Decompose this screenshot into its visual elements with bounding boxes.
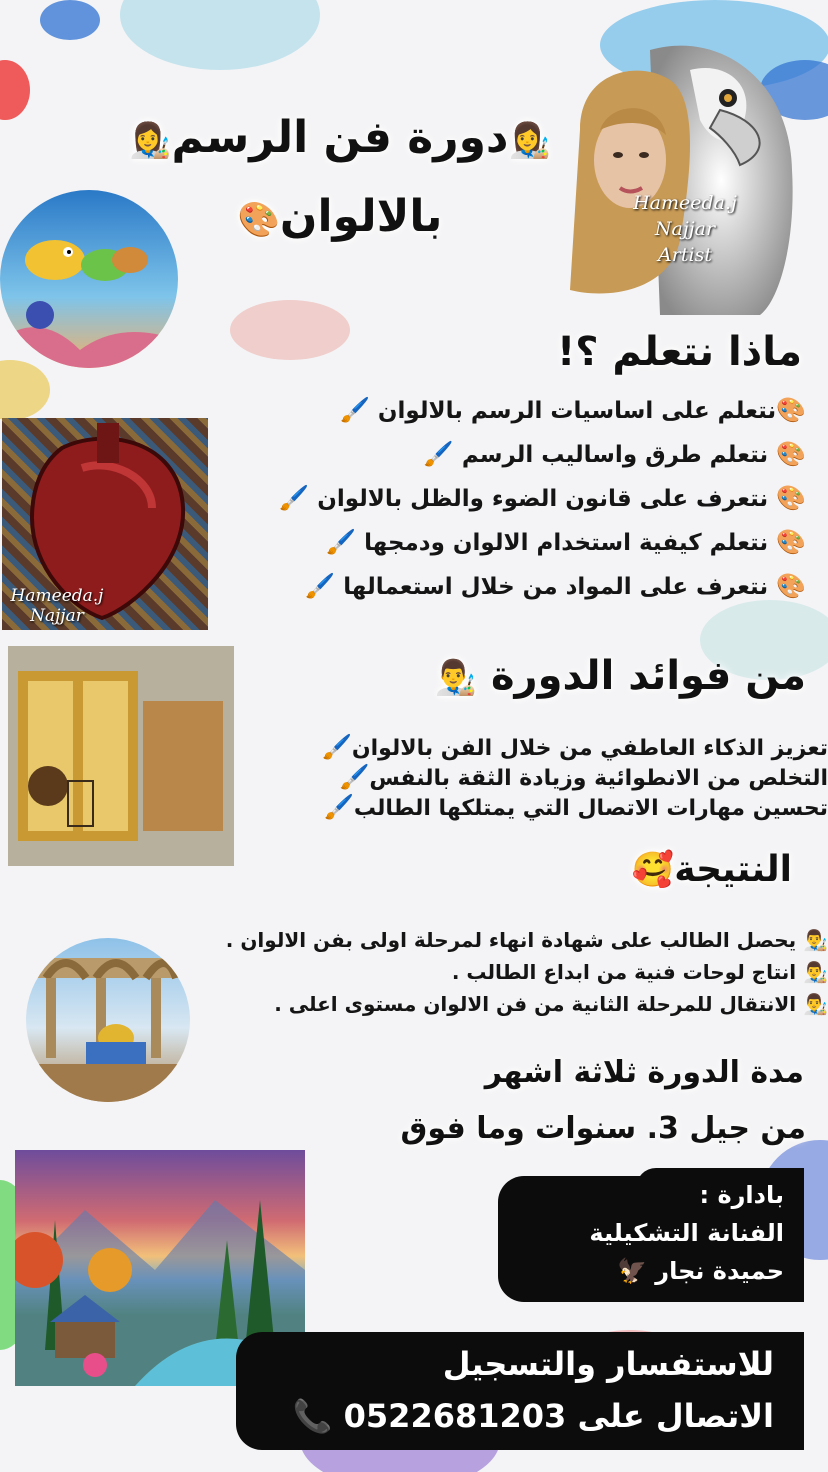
paintbrush-icon: 🖌️ [339, 763, 370, 791]
management-label: بادارة : [699, 1181, 784, 1209]
signature-line: Najjar [654, 218, 716, 240]
learn-item-text: نتعرف على قانون الضوء والظل بالالوان [317, 486, 769, 512]
result-list [200, 924, 828, 1020]
result-heading-text: النتيجة [674, 849, 792, 890]
result-item-text: يحصل الطالب على شهادة انهاء لمرحلة اولى بفن الالوان . [225, 928, 797, 952]
palette-bullet-icon: 🎨 [776, 484, 806, 512]
signature-line: Najjar [30, 606, 84, 626]
course-title [110, 108, 570, 250]
heart-painting-image [2, 418, 208, 630]
title-line1-text: دورة فن الرسم [171, 112, 509, 163]
list-item [220, 564, 806, 608]
list-item [220, 520, 806, 564]
artist-bullet-icon: 👨‍🎨 [803, 960, 828, 984]
learn-item-text: نتعرف على المواد من خلال استعمالها [343, 574, 769, 600]
list-item [200, 924, 828, 956]
list-item [200, 988, 828, 1020]
title-line2 [110, 187, 570, 250]
list-item [220, 476, 806, 520]
palette-bullet-icon: 🎨 [776, 396, 806, 424]
paintbrush-icon: 🖌️ [340, 396, 370, 424]
artist-emoji-icon: 👩‍🎨 [129, 121, 172, 161]
signature-line: Artist [658, 244, 712, 266]
benefit-item-text: التخلص من الانطوائية وزيادة الثقة بالنفس [369, 766, 828, 791]
artist-name-row [589, 1252, 784, 1290]
artist-portrait [570, 40, 802, 320]
smiling-hearts-emoji-icon: 🥰 [631, 850, 675, 890]
learn-list [220, 388, 806, 608]
benefit-item-text: تعزيز الذكاء العاطفي من خلال الفن بالالوان [351, 736, 828, 761]
benefits-heading-text: من فوائد الدورة [490, 653, 806, 699]
title-line2-text: بالالوان [279, 191, 443, 242]
benefit-item-text: تحسين مهارات الاتصال التي يمتلكها الطالب [353, 796, 828, 821]
list-item [200, 956, 828, 988]
dome-painting-image [26, 938, 190, 1102]
artist-emoji-icon: 👩‍🎨 [508, 121, 551, 161]
benefits-heading [360, 646, 806, 708]
list-item [250, 732, 828, 762]
paintbrush-icon: 🖌️ [323, 793, 354, 821]
paintbrush-icon: 🖌️ [423, 440, 454, 468]
age-requirement: من جيل 3. سنوات وما فوق [400, 1111, 806, 1146]
eagle-emoji-icon: 🦅 [617, 1257, 647, 1285]
signature-line: Hameeda.j [10, 586, 104, 606]
artist-bullet-icon: 👨‍🎨 [803, 928, 828, 952]
paintbrush-icon: 🖌️ [305, 572, 336, 600]
heart-painting-signature [2, 586, 112, 626]
contact-heading: للاستفسار والتسجيل [442, 1345, 774, 1383]
phone-number[interactable]: الاتصال على 0522681203 [343, 1397, 774, 1435]
result-item-text: الانتقال للمرحلة الثانية من فن الالوان مستوى اعلى . [274, 992, 797, 1016]
artist-emoji-icon: 👨‍🎨 [434, 658, 477, 698]
artist-title: الفنانة التشكيلية [589, 1219, 784, 1247]
window-painting-image [8, 646, 234, 866]
artist-name: حميدة نجار [655, 1257, 784, 1285]
list-item [250, 762, 828, 792]
paintbrush-icon: 🖌️ [279, 484, 310, 512]
title-line1 [110, 108, 570, 171]
contact-text [293, 1338, 774, 1442]
signature-line: Hameeda.j [633, 192, 737, 214]
list-item [250, 792, 828, 822]
result-item-text: انتاج لوحات فنية من ابداع الطالب . [451, 960, 797, 984]
learn-item-text: نتعلم على اساسيات الرسم بالالوان [377, 398, 777, 424]
palette-emoji-icon: 🎨 [237, 200, 280, 240]
artist-bullet-icon: 👨‍🎨 [803, 992, 828, 1016]
benefits-list [250, 732, 828, 822]
learn-item-text: نتعلم طرق واساليب الرسم [461, 442, 769, 468]
palette-bullet-icon: 🎨 [776, 440, 806, 468]
list-item [220, 432, 806, 476]
paintbrush-icon: 🖌️ [326, 528, 357, 556]
palette-bullet-icon: 🎨 [776, 572, 806, 600]
course-duration: مدة الدورة ثلاثة اشهر [484, 1055, 804, 1090]
phone-row[interactable] [293, 1390, 774, 1442]
learn-heading: ماذا نتعلم ؟! [557, 329, 802, 375]
learn-item-text: نتعلم كيفية استخدام الالوان ودمجها [364, 530, 769, 556]
paintbrush-icon: 🖌️ [321, 733, 352, 761]
palette-bullet-icon: 🎨 [776, 528, 806, 556]
fish-painting-image [0, 190, 178, 368]
phone-icon: 📞 [292, 1397, 333, 1435]
management-text [589, 1176, 784, 1290]
list-item [220, 388, 806, 432]
result-heading [560, 840, 792, 900]
management-box [498, 1176, 804, 1302]
portrait-signature [610, 190, 760, 268]
contact-box [236, 1332, 804, 1450]
